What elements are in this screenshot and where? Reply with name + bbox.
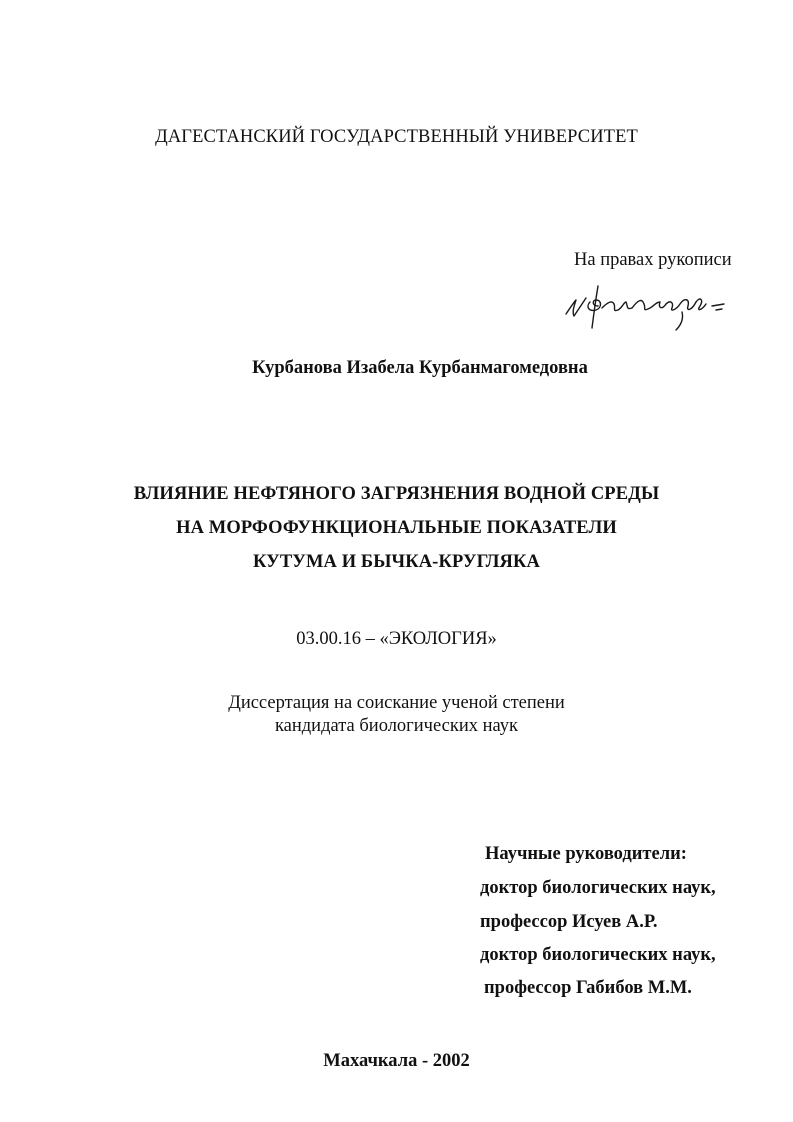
university-name: ДАГЕСТАНСКИЙ ГОСУДАРСТВЕННЫЙ УНИВЕРСИТЕТ bbox=[155, 127, 638, 147]
author-name: Курбанова Изабела Курбанмагомедовна bbox=[252, 358, 588, 378]
degree-description-line-2: кандидата биологических наук bbox=[274, 716, 519, 736]
handwritten-signature bbox=[562, 280, 732, 340]
dissertation-title-line-3: КУТУМА И БЫЧКА-КРУГЛЯКА bbox=[253, 552, 540, 572]
city-and-year: Махачкала - 2002 bbox=[323, 1051, 470, 1071]
manuscript-rights-note: На правах рукописи bbox=[574, 250, 732, 270]
dissertation-title-line-2: НА МОРФОФУНКЦИОНАЛЬНЫЕ ПОКАЗАТЕЛИ bbox=[176, 518, 617, 538]
advisor-1-degree: доктор биологических наук, bbox=[480, 878, 716, 898]
dissertation-title-line-1: ВЛИЯНИЕ НЕФТЯНОГО ЗАГРЯЗНЕНИЯ ВОДНОЙ СРЕДЫ bbox=[133, 484, 660, 504]
advisor-1-name: профессор Исуев А.Р. bbox=[480, 912, 658, 932]
advisors-heading: Научные руководители: bbox=[485, 844, 687, 864]
advisor-2-degree: доктор биологических наук, bbox=[480, 945, 716, 965]
degree-description-line-1: Диссертация на соискание ученой степени bbox=[228, 693, 565, 713]
advisor-2-name: профессор Габибов М.М. bbox=[484, 978, 692, 998]
specialty-code: 03.00.16 – «ЭКОЛОГИЯ» bbox=[296, 629, 497, 649]
